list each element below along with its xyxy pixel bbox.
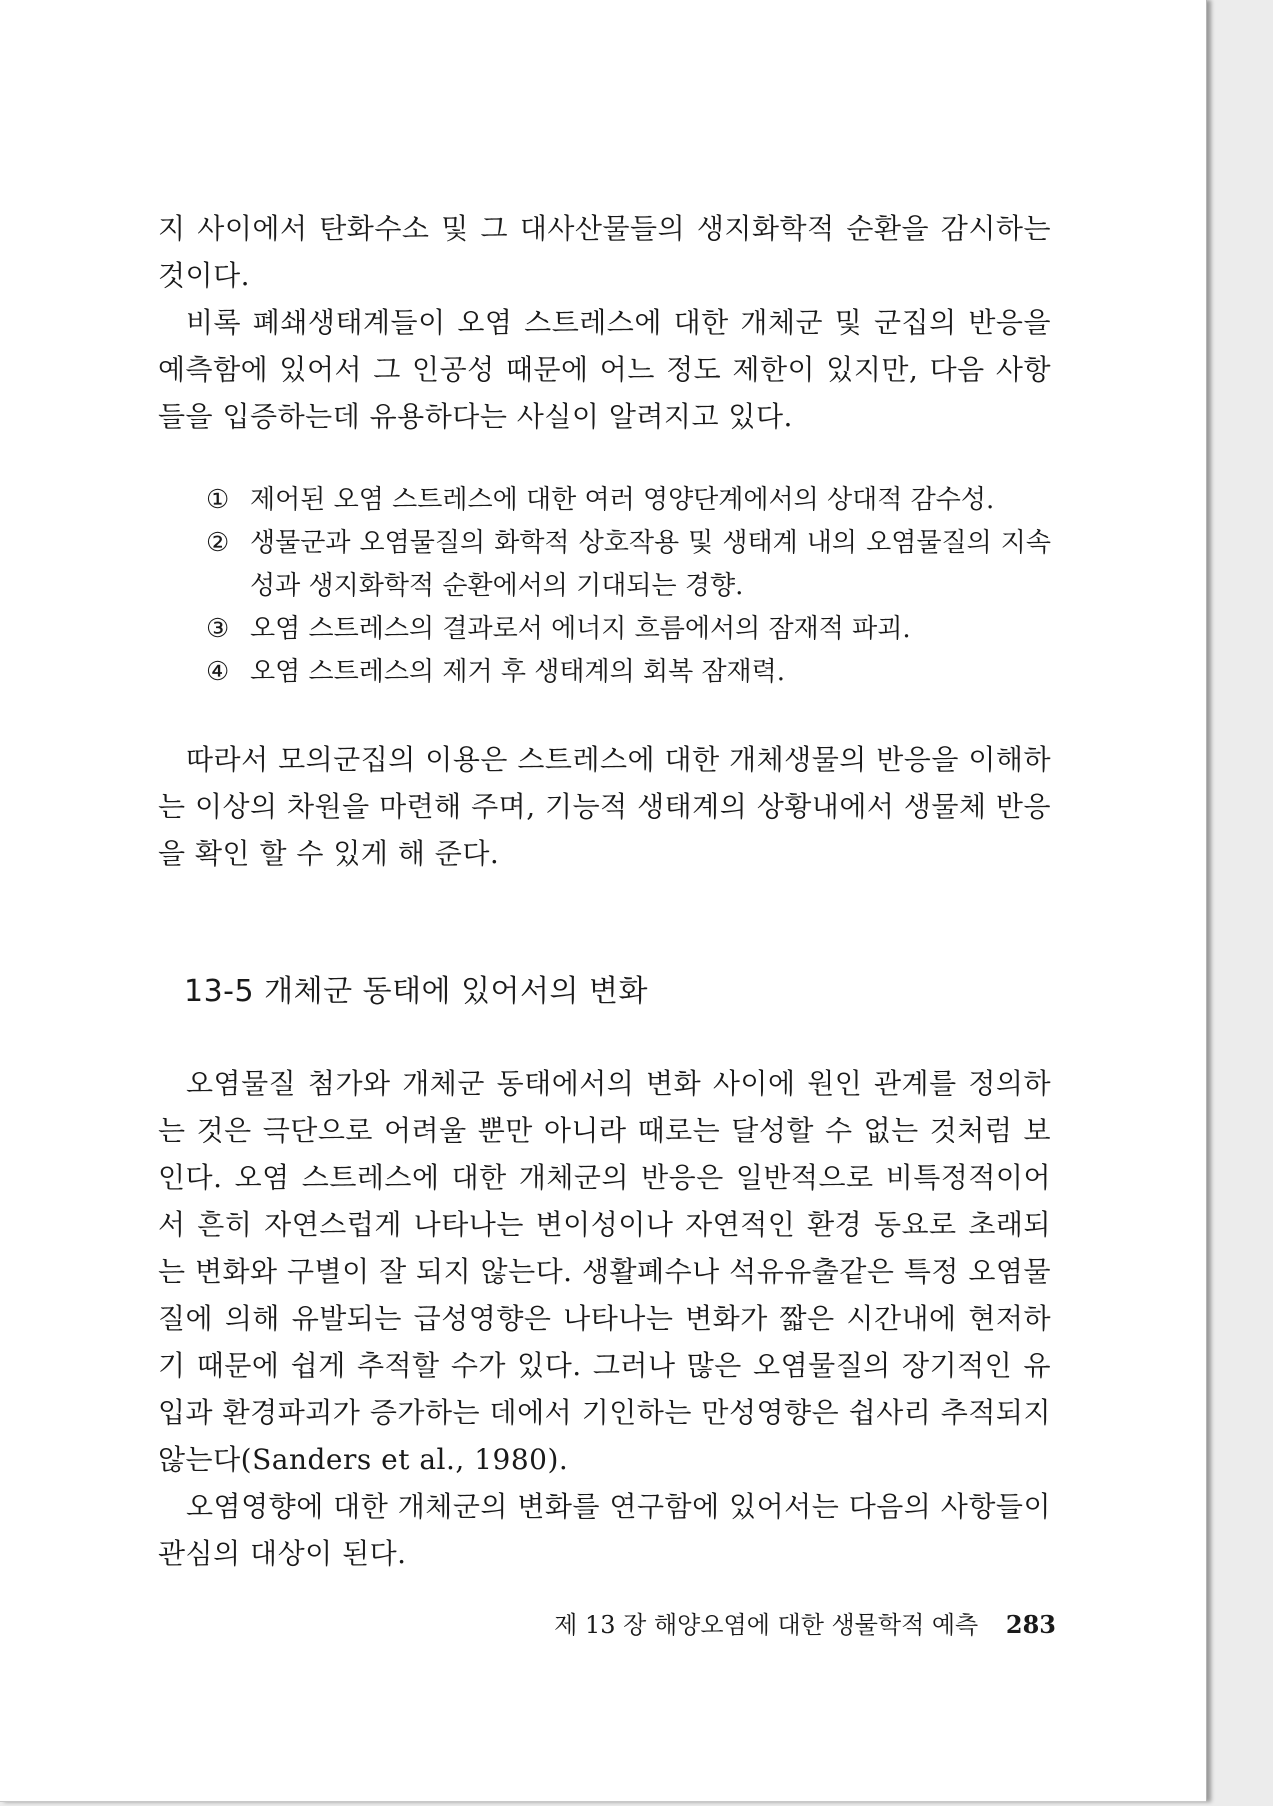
list-item bbox=[206, 608, 1051, 651]
paragraph-3: 따라서 모의군집의 이용은 스트레스에 대한 개체생물의 반응을 이해하는 이상의 차원을 마련해 주며, 기능적 생태계의 상황내에서 생물체 반응을 확인 할 수 있게 해 준다. bbox=[158, 743, 1051, 870]
list-item-text: 생물군과 오염물질의 화학적 상호작용 및 생태계 내의 오염물질의 지속성과 생지화학적 순환에서의 기대되는 경향. bbox=[250, 528, 1051, 601]
list-marker: ② bbox=[206, 528, 230, 558]
intro-text bbox=[158, 205, 1051, 440]
list-item bbox=[206, 651, 1051, 694]
running-footer bbox=[496, 1605, 1056, 1640]
summary-text bbox=[158, 736, 1051, 877]
footer-chapter-title: 제 13 장 해양오염에 대한 생물학적 예측 bbox=[554, 1611, 979, 1639]
paragraph-5: 오염영향에 대한 개체군의 변화를 연구함에 있어서는 다음의 사항들이 관심의 대상이 된다. bbox=[158, 1490, 1051, 1570]
list-item bbox=[206, 522, 1051, 608]
list-item-text: 오염 스트레스의 제거 후 생태계의 회복 잠재력. bbox=[250, 657, 786, 687]
numbered-list bbox=[206, 479, 1051, 694]
page-number: 283 bbox=[1005, 1610, 1056, 1639]
list-marker: ③ bbox=[206, 614, 230, 644]
list-marker: ④ bbox=[206, 657, 230, 687]
paragraph-1: 지 사이에서 탄화수소 및 그 대사산물들의 생지화학적 순환을 감시하는 것이다. bbox=[158, 212, 1051, 292]
paragraph-2: 비록 폐쇄생태계들이 오염 스트레스에 대한 개체군 및 군집의 반응을 예측함에 있어서 그 인공성 때문에 어느 정도 제한이 있지만, 다음 사항들을 입증하는데 유용하다는 사실이 알려지고 있다. bbox=[158, 306, 1051, 433]
section-heading: 13-5 개체군 동태에 있어서의 변화 bbox=[184, 974, 648, 1009]
paragraph-4: 오염물질 첨가와 개체군 동태에서의 변화 사이에 원인 관계를 정의하는 것은 극단으로 어려울 뿐만 아니라 때로는 달성할 수 없는 것처럼 보인다. 오염 스트레스에 대한 개체군의 반응은 일반적으로 비특정적이어서 흔히 자연스럽게 나타나는 변이성이나 자연적인 환경 동요로 초래되는 변화와 구별이 잘 되지 않는다. 생활폐수나 석유유출같은 특정 오염물질에 의해 유발되는 급성영향은 나타나는 변화가 짧은 시간내에 현저하기 때문에 쉽게 추적할 수가 있다. 그러나 많은 오염물질의 장기적인 유입과 환경파괴가 증가하는 데에서 기인하는 만성영향은 쉽사리 추적되지 않는다(Sanders et al., 1980). bbox=[158, 1067, 1051, 1476]
list-item-text: 오염 스트레스의 결과로서 에너지 흐름에서의 잠재적 파괴. bbox=[250, 614, 911, 644]
list-item-text: 제어된 오염 스트레스에 대한 여러 영양단계에서의 상대적 감수성. bbox=[250, 485, 995, 515]
list-item bbox=[206, 479, 1051, 522]
section-body bbox=[158, 1060, 1051, 1577]
list-marker: ① bbox=[206, 485, 230, 515]
